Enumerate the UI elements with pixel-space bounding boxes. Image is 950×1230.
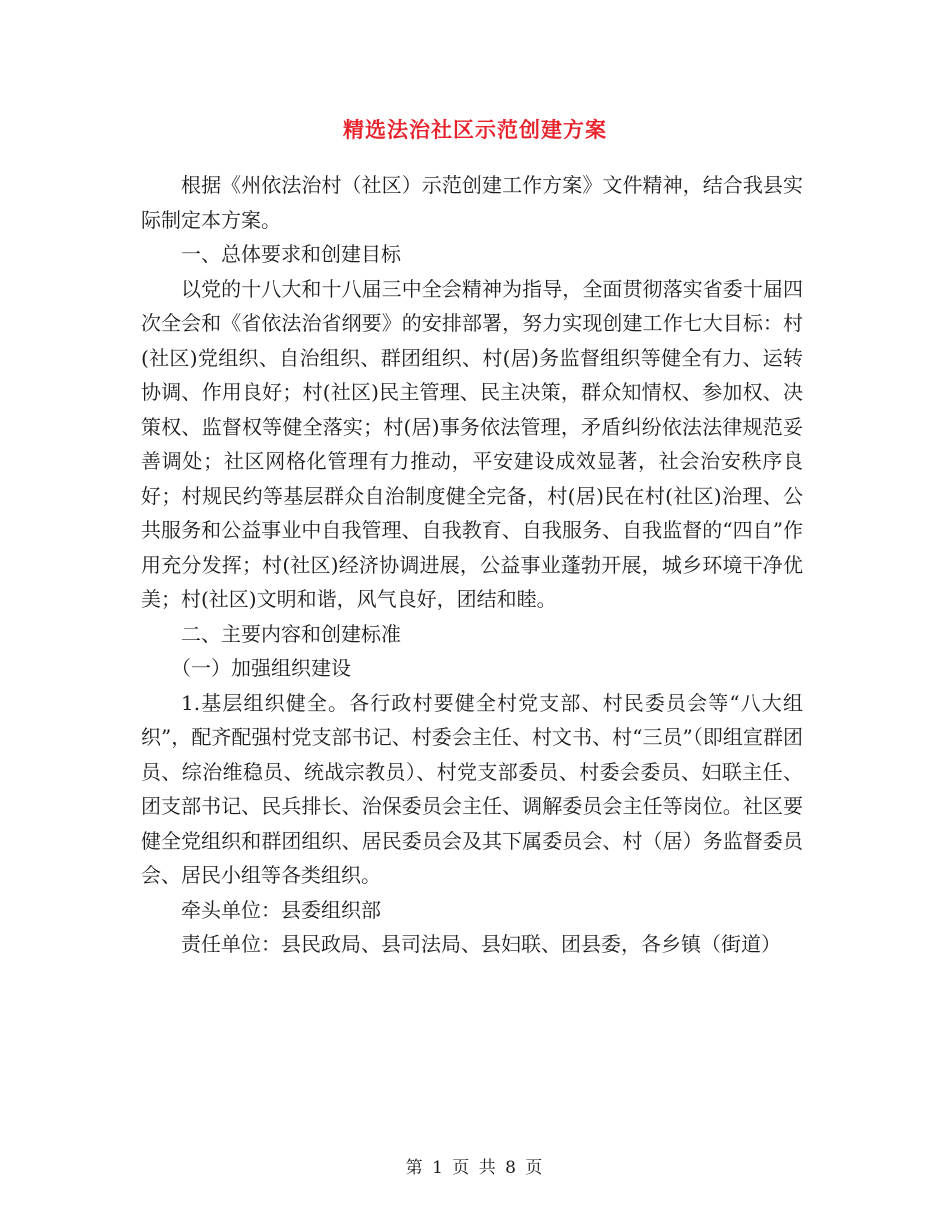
document-title: 精选法治社区示范创建方案	[343, 117, 607, 142]
page-indicator: 第 1 页 共 8 页	[405, 1158, 545, 1178]
paragraph-responsible-units: 责任单位：县民政局、县司法局、县妇联、团县委，各乡镇（街道）	[181, 932, 781, 956]
paragraph-goals: 以党的十八大和十八届三中全会精神为指导，全面贯彻落实省委十届四次全会和《省依法治省纲要》的安排部署，努力实现创建工作七大目标：村(社区)党组织、自治组织、群团组织、村(居)务监督组织等健全有力、运转协调、作用良好；村(社区)民主管理、民主决策，群众知情权、参加权、决策权、监督权等健全落实；村(居)事务依法管理，矛盾纠纷依法法律规范妥善调处；社区网格化管理有力推动，平安建设成效显著，社会治安秩序良好；村规民约等基层群众自治制度健全完备，村(居)民在村(社区)治理、公共服务和公益事业中自我管理、自我教育、自我服务、自我监督的“四自”作用充分发挥；村(社区)经济协调进展，公益事业蓬勃开展，城乡环境干净优美；村(社区)文明和谐，风气良好，团结和睦。	[141, 276, 803, 611]
document-body	[141, 168, 803, 962]
heading-section-1: 一、总体要求和创建目标	[181, 242, 401, 266]
heading-subsection-1: （一）加强组织建设	[171, 656, 351, 680]
paragraph-organization: 1.基层组织健全。各行政村要健全村党支部、村民委员会等“八大组织”，配齐配强村党支部书记、村委会主任、村文书、村“三员”（即组宣群团员、综治维稳员、统战宗教员）、村党支部委员、村委会委员、妇联主任、团支部书记、民兵排长、治保委员会主任、调解委员会主任等岗位。社区要健全党组织和群团组织、居民委员会及其下属委员会、村（居）务监督委员会、居民小组等各类组织。	[141, 690, 803, 887]
paragraph-lead-unit: 牵头单位：县委组织部	[181, 897, 381, 922]
heading-section-2: 二、主要内容和创建标准	[181, 621, 401, 646]
paragraph-intro: 根据《州依法治村（社区）示范创建工作方案》文件精神，结合我县实际制定本方案。	[141, 173, 803, 232]
